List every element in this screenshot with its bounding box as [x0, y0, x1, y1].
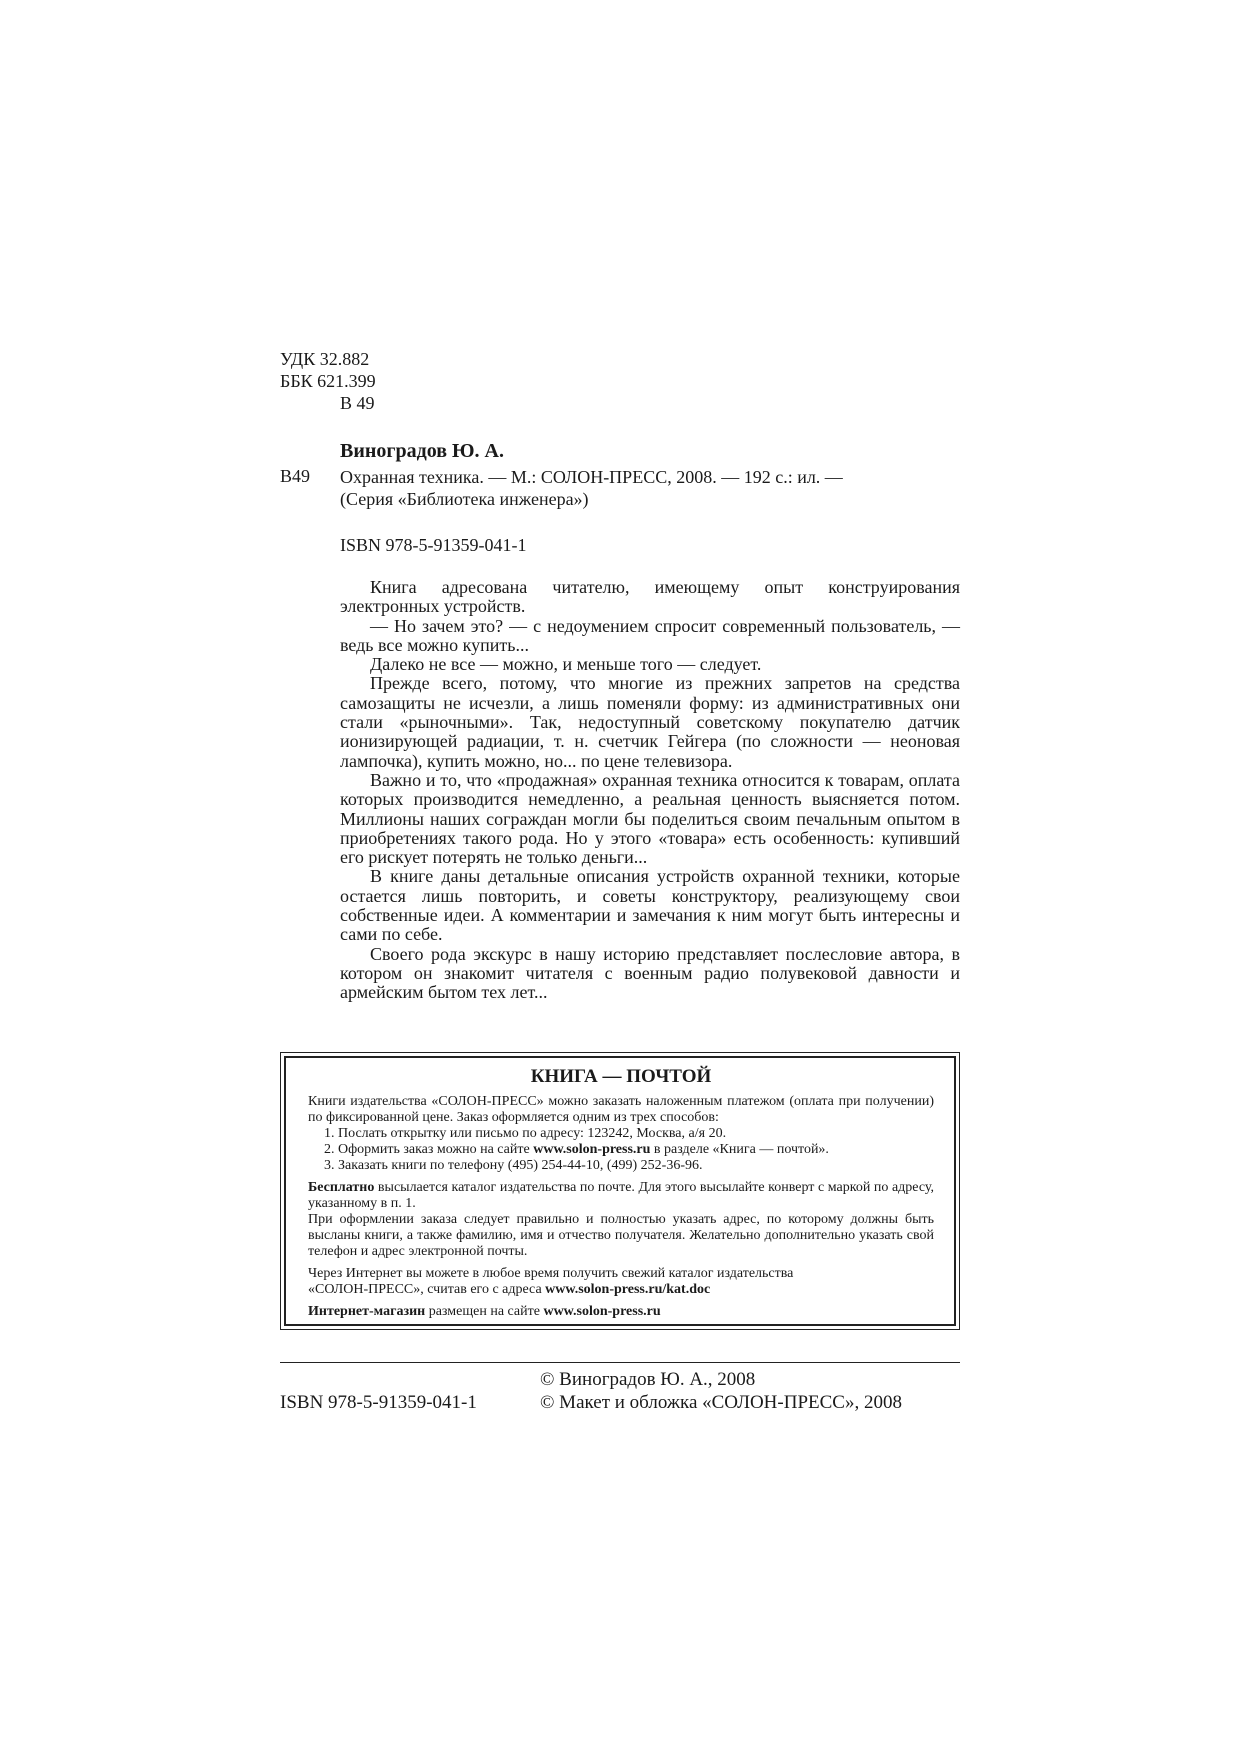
mail-order-box — [280, 1052, 960, 1330]
free-catalog-note — [308, 1180, 934, 1212]
footer-divider — [280, 1362, 960, 1363]
abstract-paragraph: Прежде всего, потому, что многие из прежних запретов на средства самозащиты не исчезли, а лишь поменяли форму: из административных они стали «рыночными». Так, недоступный советскому покупателю датчик ионизирующей радиации, т. н. счетчик Гейгера (по сложности — неоновая лампочка), купить можно, но... по цене телевизора. — [340, 673, 960, 771]
order-method-1: 1. Послать открытку или письмо по адресу: 123242, Москва, а/я 20. — [324, 1126, 727, 1141]
order-method-2-suffix: в разделе «Книга — почтой». — [650, 1142, 829, 1157]
internet-catalog-line-2 — [308, 1282, 934, 1298]
online-shop-link[interactable]: www.solon-press.ru — [543, 1304, 661, 1319]
description-line-1: Охранная техника. — М.: СОЛОН-ПРЕСС, 2008. — 192 с.: ил. — — [340, 467, 843, 487]
record-code: В49 — [280, 466, 311, 486]
abstract-paragraph: Далеко не все — можно, и меньше того — следует. — [370, 654, 762, 675]
isbn-footer: ISBN 978-5-91359-041-1 — [280, 1392, 477, 1413]
online-shop-label: Интернет-магазин — [308, 1304, 426, 1319]
order-method-3: 3. Заказать книги по телефону (495) 254-44-10, (499) 252-36-96. — [324, 1158, 703, 1173]
author-name: Виноградов Ю. А. — [340, 440, 504, 462]
order-method-2 — [308, 1142, 934, 1158]
free-label: Бесплатно — [308, 1180, 375, 1195]
bbk-code: ББК 621.399 — [280, 371, 376, 391]
free-catalog-text: высылается каталог издательства по почте. Для этого высылайте конверт с маркой по адресу, указанному в п. 1. — [308, 1180, 934, 1211]
catalog-download-link[interactable]: www.solon-press.ru/kat.doc — [545, 1282, 711, 1297]
online-shop-text: размещен на сайте — [425, 1304, 544, 1319]
abstract-paragraph: В книге даны детальные описания устройств охранной техники, которые остается лишь повторить, и советы конструктору, реализующему свои собственные идеи. А комментарии и замечания к ним могут быть интересны и сами по себе. — [340, 866, 960, 945]
mail-order-inner-frame — [284, 1056, 956, 1326]
description-line-2: (Серия «Библиотека инженера») — [340, 489, 589, 509]
order-instructions: При оформлении заказа следует правильно и полностью указать адрес, по которому должны быть высланы книги, а также фамилию, имя и отчество получателя. Желательно дополнительно указать свой телефон и адрес электронной почты. — [308, 1212, 934, 1259]
classification-block — [280, 348, 376, 414]
copyright-publisher: © Макет и обложка «СОЛОН-ПРЕСС», 2008 — [540, 1392, 902, 1413]
copyright-author: © Виноградов Ю. А., 2008 — [540, 1369, 756, 1390]
abstract-paragraph: Своего рода экскурс в нашу историю представляет послесловие автора, в котором он знакомит читателя с военным радио полувековой давности и армейским бытом тех лет... — [340, 943, 960, 1003]
internet-catalog-text: «СОЛОН-ПРЕСС», считав его с адреса — [308, 1282, 546, 1297]
publisher-site-link[interactable]: www.solon-press.ru — [533, 1142, 651, 1157]
udk-code: УДК 32.882 — [280, 349, 370, 369]
abstract-paragraph: Важно и то, что «продажная» охранная техника относится к товарам, оплата которых производится немедленно, а реальная ценность выясняется потом. Миллионы наших сограждан могли бы поделиться своим печальным опытом в приобретениях такого рода. Но у этого «товара» есть особенность: купивший его рискует потерять не только деньги... — [340, 769, 960, 868]
abstract — [340, 578, 960, 1003]
mail-order-intro: Книги издательства «СОЛОН-ПРЕСС» можно заказать наложенным платежом (оплата при получении) по фиксированной цене. Заказ оформляется одним из трех способов: — [308, 1094, 934, 1125]
internet-catalog-line-1: Через Интернет вы можете в любое время получить свежий каталог издательства — [308, 1266, 794, 1281]
order-method-2-prefix: 2. Оформить заказ можно на сайте — [324, 1142, 534, 1157]
author-mark: В 49 — [340, 393, 375, 413]
abstract-paragraph: Книга адресована читателю, имеющему опыт конструирования электронных устройств. — [340, 577, 960, 617]
abstract-paragraph: — Но зачем это? — с недоумением спросит современный пользователь, — ведь все можно купить... — [340, 615, 960, 655]
online-shop-note — [308, 1304, 934, 1320]
book-description — [340, 466, 960, 510]
mail-order-title: КНИГА — ПОЧТОЙ — [530, 1066, 712, 1087]
internet-catalog-note — [308, 1266, 934, 1298]
isbn-record: ISBN 978-5-91359-041-1 — [340, 535, 527, 555]
